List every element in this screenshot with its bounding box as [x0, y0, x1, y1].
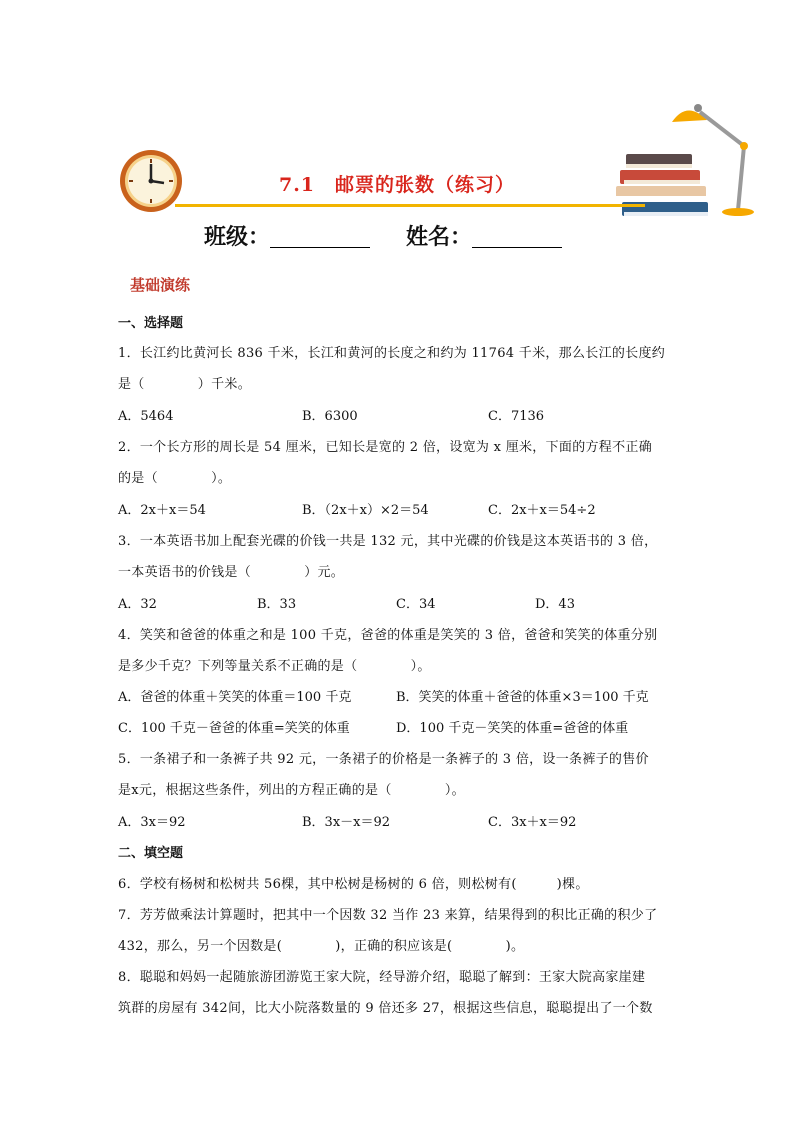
q5-option-a: A．3x＝92	[118, 815, 186, 830]
question-5-line1: 5．一条裙子和一条裤子共 92 元，一条裙子的价格是一条裤子的 3 倍，设一条裤子的售价	[118, 752, 649, 767]
question-7-line2: 432，那么，另一个因数是( )，正确的积应该是( )。	[118, 939, 525, 954]
question-8-line1: 8．聪聪和妈妈一起随旅游团游览王家大院，经导游介绍，聪聪了解到：王家大院高家崖建	[118, 970, 646, 985]
class-field[interactable]	[270, 227, 370, 248]
q2-option-c: C．2x＋x＝54÷2	[488, 503, 596, 518]
section-title: 基础演练	[130, 276, 191, 294]
q2-option-b: B．（2x＋x）×2＝54	[302, 503, 429, 518]
name-field[interactable]	[472, 227, 562, 248]
question-7-line1: 7．芳芳做乘法计算题时，把其中一个因数 32 当作 23 来算，结果得到的积比正确的积少了	[118, 908, 658, 923]
q1-option-b: B．6300	[302, 409, 358, 424]
question-4-line2: 是多少千克？下列等量关系不正确的是（ ）。	[118, 659, 431, 674]
question-5-line2: 是x元，根据这些条件，列出的方程正确的是（ ）。	[118, 783, 465, 798]
q3-option-c: C．34	[396, 597, 436, 612]
class-label: 班级：	[204, 225, 271, 250]
q5-option-b: B．3x－x＝92	[302, 815, 391, 830]
q4-option-c: C．100 千克－爸爸的体重=笑笑的体重	[118, 721, 350, 736]
question-3-line2: 一本英语书的价钱是（ ）元。	[118, 565, 345, 580]
question-2-line2: 的是（ ）。	[118, 471, 232, 486]
q4-option-d: D．100 千克－笑笑的体重=爸爸的体重	[396, 721, 629, 736]
student-info	[204, 220, 562, 251]
q5-option-c: C．3x＋x＝92	[488, 815, 577, 830]
question-6: 6．学校有杨树和松树共 56棵，其中松树是杨树的 6 倍，则松树有( )棵。	[118, 877, 589, 892]
q3-option-d: D．43	[535, 597, 575, 612]
question-8-line2: 筑群的房屋有 342间，比大小院落数量的 9 倍还多 27，根据这些信息，聪聪提出了一个数	[118, 1001, 653, 1016]
q1-option-c: C．7136	[488, 409, 545, 424]
question-1-line1: 1．长江约比黄河长 836 千米，长江和黄河的长度之和约为 11764 千米，那么长江的长度约	[118, 346, 666, 361]
name-label: 姓名：	[406, 225, 473, 250]
title-underline	[175, 204, 645, 207]
question-3-line1: 3．一本英语书加上配套光碟的价钱一共是 132 元，其中光碟的价钱是这本英语书的 3 倍，	[118, 534, 658, 549]
question-2-line1: 2．一个长方形的周长是 54 厘米，已知长是宽的 2 倍，设宽为 x 厘米，下面的方程不正确	[118, 440, 653, 455]
question-1-line2: 是（ ）千米。	[118, 377, 252, 392]
q2-option-a: A．2x＋x＝54	[118, 503, 206, 518]
q3-option-b: B．33	[257, 597, 297, 612]
q4-option-a: A．爸爸的体重＋笑笑的体重＝100 千克	[118, 690, 352, 705]
part2-heading: 二、填空题	[118, 846, 184, 861]
q3-option-a: A．32	[118, 597, 157, 612]
q1-option-a: A．5464	[118, 409, 174, 424]
question-4-line1: 4．笑笑和爸爸的体重之和是 100 千克，爸爸的体重是笑笑的 3 倍，爸爸和笑笑的体重分别	[118, 628, 658, 643]
part1-heading: 一、选择题	[118, 316, 184, 331]
page-title: 7.1 邮票的张数（练习）	[278, 174, 516, 196]
q4-option-b: B．笑笑的体重＋爸爸的体重×3＝100 千克	[396, 690, 649, 705]
